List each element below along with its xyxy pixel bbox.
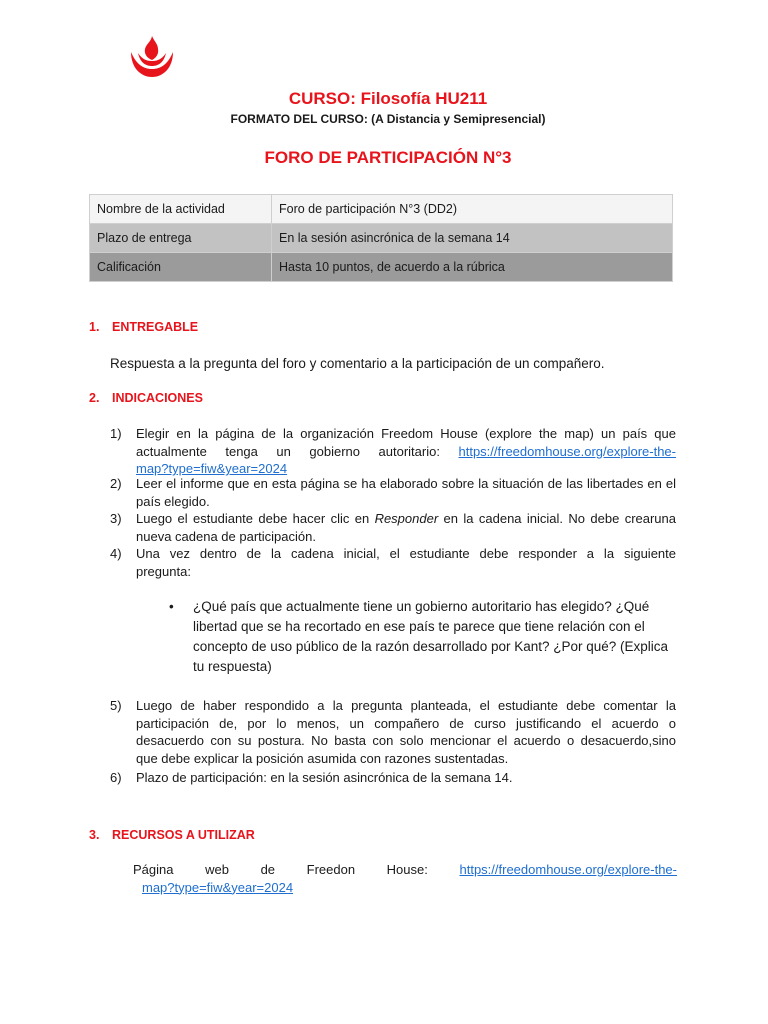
item-number: 5) [110, 698, 122, 713]
table-cell-label: Calificación [90, 253, 272, 282]
list-item [110, 697, 676, 767]
item-number: 1) [110, 426, 122, 441]
forum-title: FORO DE PARTICIPACIÓN N°3 [264, 148, 512, 167]
section-heading-entregable [89, 320, 198, 334]
item-text: Luego el estudiante debe hacer clic en [136, 511, 375, 526]
list-item [110, 545, 676, 580]
item-text-line [136, 443, 676, 461]
item-text-line: desacuerdo con su postura. No basta con solo mencionar el acuerdo o desacuerdo,sino [136, 733, 676, 748]
section-title: INDICACIONES [112, 391, 203, 405]
table-row [90, 195, 673, 224]
freedomhouse-link-continuation[interactable]: map?type=fiw&year=2024 [136, 461, 288, 476]
item-text-line: Leer el informe que en esta página se ha elaborado sobre la situación de las libertades en el [136, 476, 676, 491]
list-item [110, 475, 676, 510]
question-line: concepto de uso público de la razón desarrollado por Kant? ¿Por qué? (Explica [193, 639, 669, 654]
table-row [90, 224, 673, 253]
item-number: 6) [110, 770, 122, 785]
forum-question [166, 597, 678, 677]
item-text: actualmente tenga un gobierno autoritario: [136, 443, 459, 459]
section-heading-recursos [89, 828, 255, 842]
item-text: en la cadena inicial. No debe crearuna [438, 511, 676, 526]
course-format: FORMATO DEL CURSO: (A Distancia y Semipresencial) [230, 112, 546, 126]
item-text-line: que debe explicar la posición asumida con razones sustentadas. [136, 750, 509, 766]
item-text-line [136, 510, 676, 528]
section-number: 3. [89, 828, 100, 842]
question-line: tu respuesta) [193, 659, 272, 674]
list-item [110, 510, 676, 545]
activity-info-table [89, 194, 673, 282]
resource-link-continuation[interactable]: map?type=fiw&year=2024 [142, 879, 294, 895]
question-line: ¿Qué país que actualmente tiene un gobierno autoritario has elegido? ¿Qué [193, 599, 650, 614]
resource-word: de [260, 862, 276, 877]
table-cell-value: Foro de participación N°3 (DD2) [272, 195, 673, 224]
item-number: 4) [110, 546, 122, 561]
section-number: 2. [89, 391, 100, 405]
resource-word: web [205, 862, 229, 877]
item-text-line: pregunta: [136, 563, 191, 579]
resource-word: Freedon [306, 862, 356, 877]
university-logo-icon [128, 34, 176, 78]
resource-link[interactable]: https://freedomhouse.org/explore-the- [459, 862, 677, 877]
bullet-icon: • [169, 599, 174, 614]
item-text-line: participación de, por lo menos, un compañero de curso justificando el acuerdo o [136, 715, 676, 731]
resource-word: House: [386, 862, 428, 877]
course-title: CURSO: Filosofía HU211 [288, 89, 488, 108]
item-text-emphasis: Responder [374, 511, 439, 526]
question-line: libertad que se ha recortado en ese país te parece que tiene relación con el [193, 619, 645, 634]
item-text-line: Luego de haber respondido a la pregunta planteada, el estudiante debe comentar la [136, 698, 676, 713]
section-heading-indicaciones [89, 391, 203, 405]
entregable-text: Respuesta a la pregunta del foro y comentario a la participación de un compañero. [110, 356, 605, 371]
item-text-line: nueva cadena de participación. [136, 528, 316, 544]
item-text-line: Elegir en la página de la organización Freedom House (explore the map) un país que [136, 426, 676, 441]
section-title: ENTREGABLE [112, 320, 199, 334]
list-item [110, 425, 676, 478]
table-cell-value: Hasta 10 puntos, de acuerdo a la rúbrica [272, 253, 673, 282]
list-item [110, 769, 676, 787]
freedomhouse-link[interactable]: https://freedomhouse.org/explore-the- [458, 443, 676, 459]
section-title: RECURSOS A UTILIZAR [112, 828, 255, 842]
table-cell-label: Plazo de entrega [90, 224, 272, 253]
item-text-line: país elegido. [136, 493, 210, 509]
item-number: 3) [110, 511, 122, 526]
table-cell-value: En la sesión asincrónica de la semana 14 [272, 224, 673, 253]
resource-entry [133, 861, 677, 896]
table-cell-label: Nombre de la actividad [90, 195, 272, 224]
resource-word: Página [133, 862, 174, 877]
item-number: 2) [110, 476, 122, 491]
table-row [90, 253, 673, 282]
item-text-line: Plazo de participación: en la sesión asincrónica de la semana 14. [136, 770, 513, 785]
item-text-line: Una vez dentro de la cadena inicial, el estudiante debe responder a la siguiente [136, 546, 676, 561]
section-number: 1. [89, 320, 100, 334]
